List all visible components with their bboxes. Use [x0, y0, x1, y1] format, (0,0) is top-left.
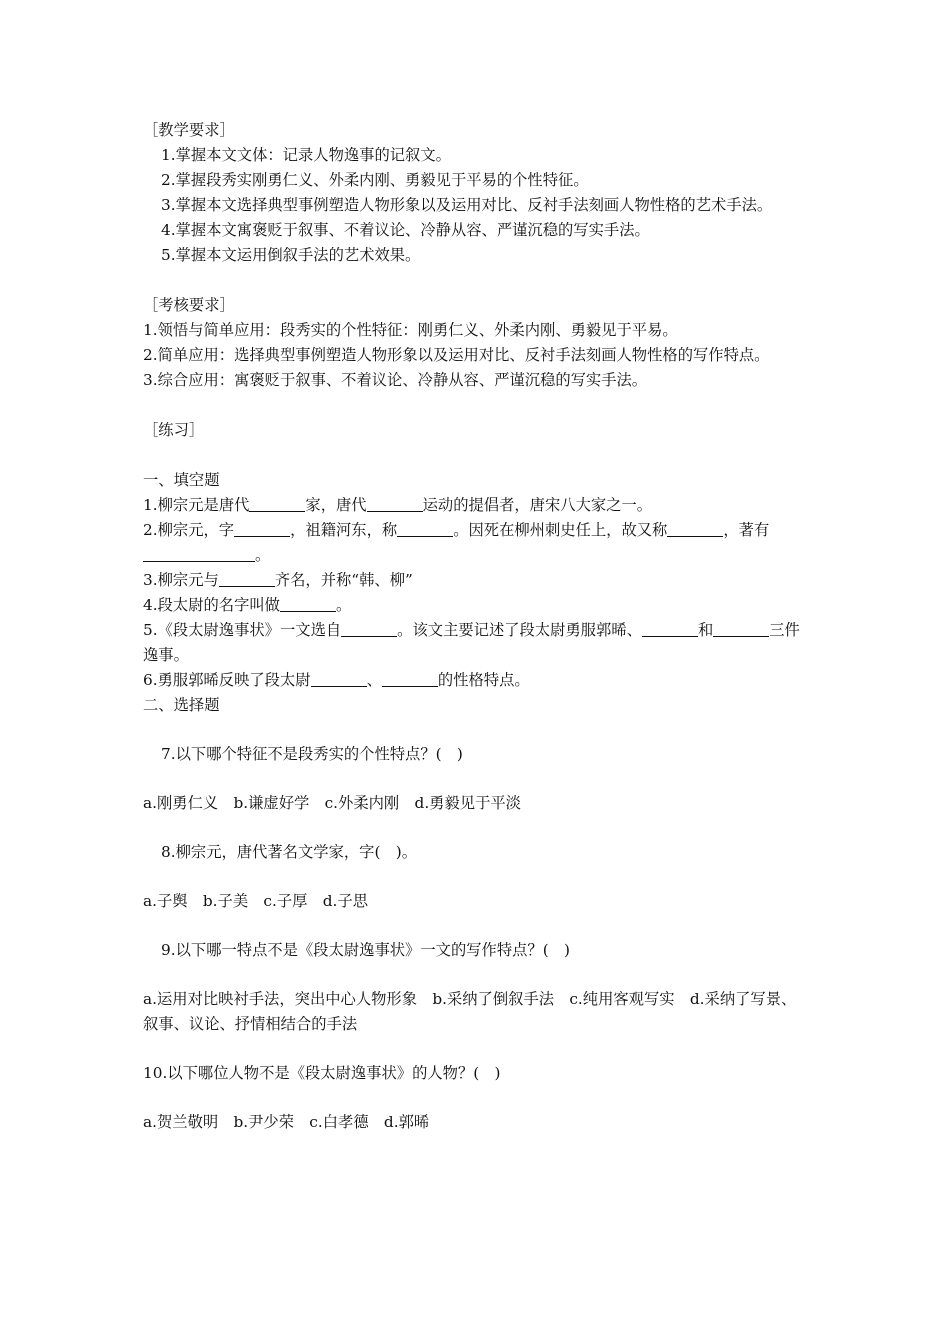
blank: [219, 570, 275, 587]
fill-question-3: 3.柳宗元与 齐名，并称“韩、柳”: [143, 571, 413, 589]
blank: [341, 620, 397, 637]
teaching-item: 2.掌握段秀实刚勇仁义、外柔内刚、勇毅见于平易的个性特征。: [161, 171, 589, 189]
document-page: [143, 118, 808, 1135]
teaching-item: 3.掌握本文选择典型事例塑造人物形象以及运用对比、反衬手法刻画人物性格的艺术手法。: [161, 196, 773, 214]
choice-options-10: a.贺兰敬明 b.尹少荣 c.白孝德 d.郭晞: [143, 1113, 430, 1131]
fill-question-5: 5.《段太尉逸事状》一文选自 。该文主要记述了段太尉勇服郭晞、 和 三件逸事。: [143, 621, 800, 664]
choice-question-10: 10.以下哪位人物不是《段太尉逸事状》的人物？( ): [143, 1064, 501, 1082]
blank: [667, 520, 723, 537]
choice-question-8: 8.柳宗元，唐代著名文学家，字( )。: [161, 843, 417, 861]
choice-options-8: a.子舆 b.子美 c.子厚 d.子思: [143, 892, 368, 910]
teaching-item: 5.掌握本文运用倒叙手法的艺术效果。: [161, 246, 421, 264]
blank: [367, 495, 423, 512]
blank: [713, 620, 769, 637]
fill-question-2: 2.柳宗元，字 ，祖籍河东，称 。因死在柳州刺史任上，故又称 ，著有。: [143, 521, 770, 564]
blank: [382, 670, 438, 687]
teaching-heading: ［教学要求］: [143, 121, 235, 139]
teaching-item: 4.掌握本文寓褒贬于叙事、不着议论、冷静从容、严谨沉稳的写实手法。: [161, 221, 650, 239]
fill-question-4: 4.段太尉的名字叫做 。: [143, 596, 352, 614]
practice-heading: ［练习］: [143, 421, 205, 439]
assessment-item: 1.领悟与简单应用：段秀实的个性特征：刚勇仁义、外柔内刚、勇毅见于平易。: [143, 321, 678, 339]
teaching-item: 1.掌握本文文体：记录人物逸事的记叙文。: [161, 146, 451, 164]
choice-heading: 二、选择题: [143, 696, 220, 714]
fill-heading: 一、填空题: [143, 471, 220, 489]
assessment-item: 3.综合应用：寓褒贬于叙事、不着议论、冷静从容、严谨沉稳的写实手法。: [143, 371, 648, 389]
blank: [311, 670, 367, 687]
choice-question-9: 9.以下哪一特点不是《段太尉逸事状》一文的写作特点？( ): [161, 941, 570, 959]
blank: [234, 520, 290, 537]
blank: [143, 545, 255, 562]
blank: [397, 520, 453, 537]
blank: [642, 620, 698, 637]
choice-options-9: a.运用对比映衬手法，突出中心人物形象 b.采纳了倒叙手法 c.纯用客观写实 d.采纳了写景、叙事、议论、抒情相结合的手法: [143, 990, 797, 1033]
fill-question-1: 1.柳宗元是唐代 家，唐代 运动的提倡者，唐宋八大家之一。: [143, 496, 653, 514]
choice-question-7: 7.以下哪个特征不是段秀实的个性特点？( ): [161, 745, 463, 763]
blank: [280, 595, 336, 612]
fill-question-6: 6.勇服郭晞反映了段太尉 、 的性格特点。: [143, 671, 530, 689]
choice-options-7: a.刚勇仁义 b.谦虚好学 c.外柔内刚 d.勇毅见于平淡: [143, 794, 521, 812]
assessment-heading: ［考核要求］: [143, 296, 235, 314]
assessment-item: 2.简单应用：选择典型事例塑造人物形象以及运用对比、反衬手法刻画人物性格的写作特点。: [143, 346, 770, 364]
blank: [249, 495, 305, 512]
